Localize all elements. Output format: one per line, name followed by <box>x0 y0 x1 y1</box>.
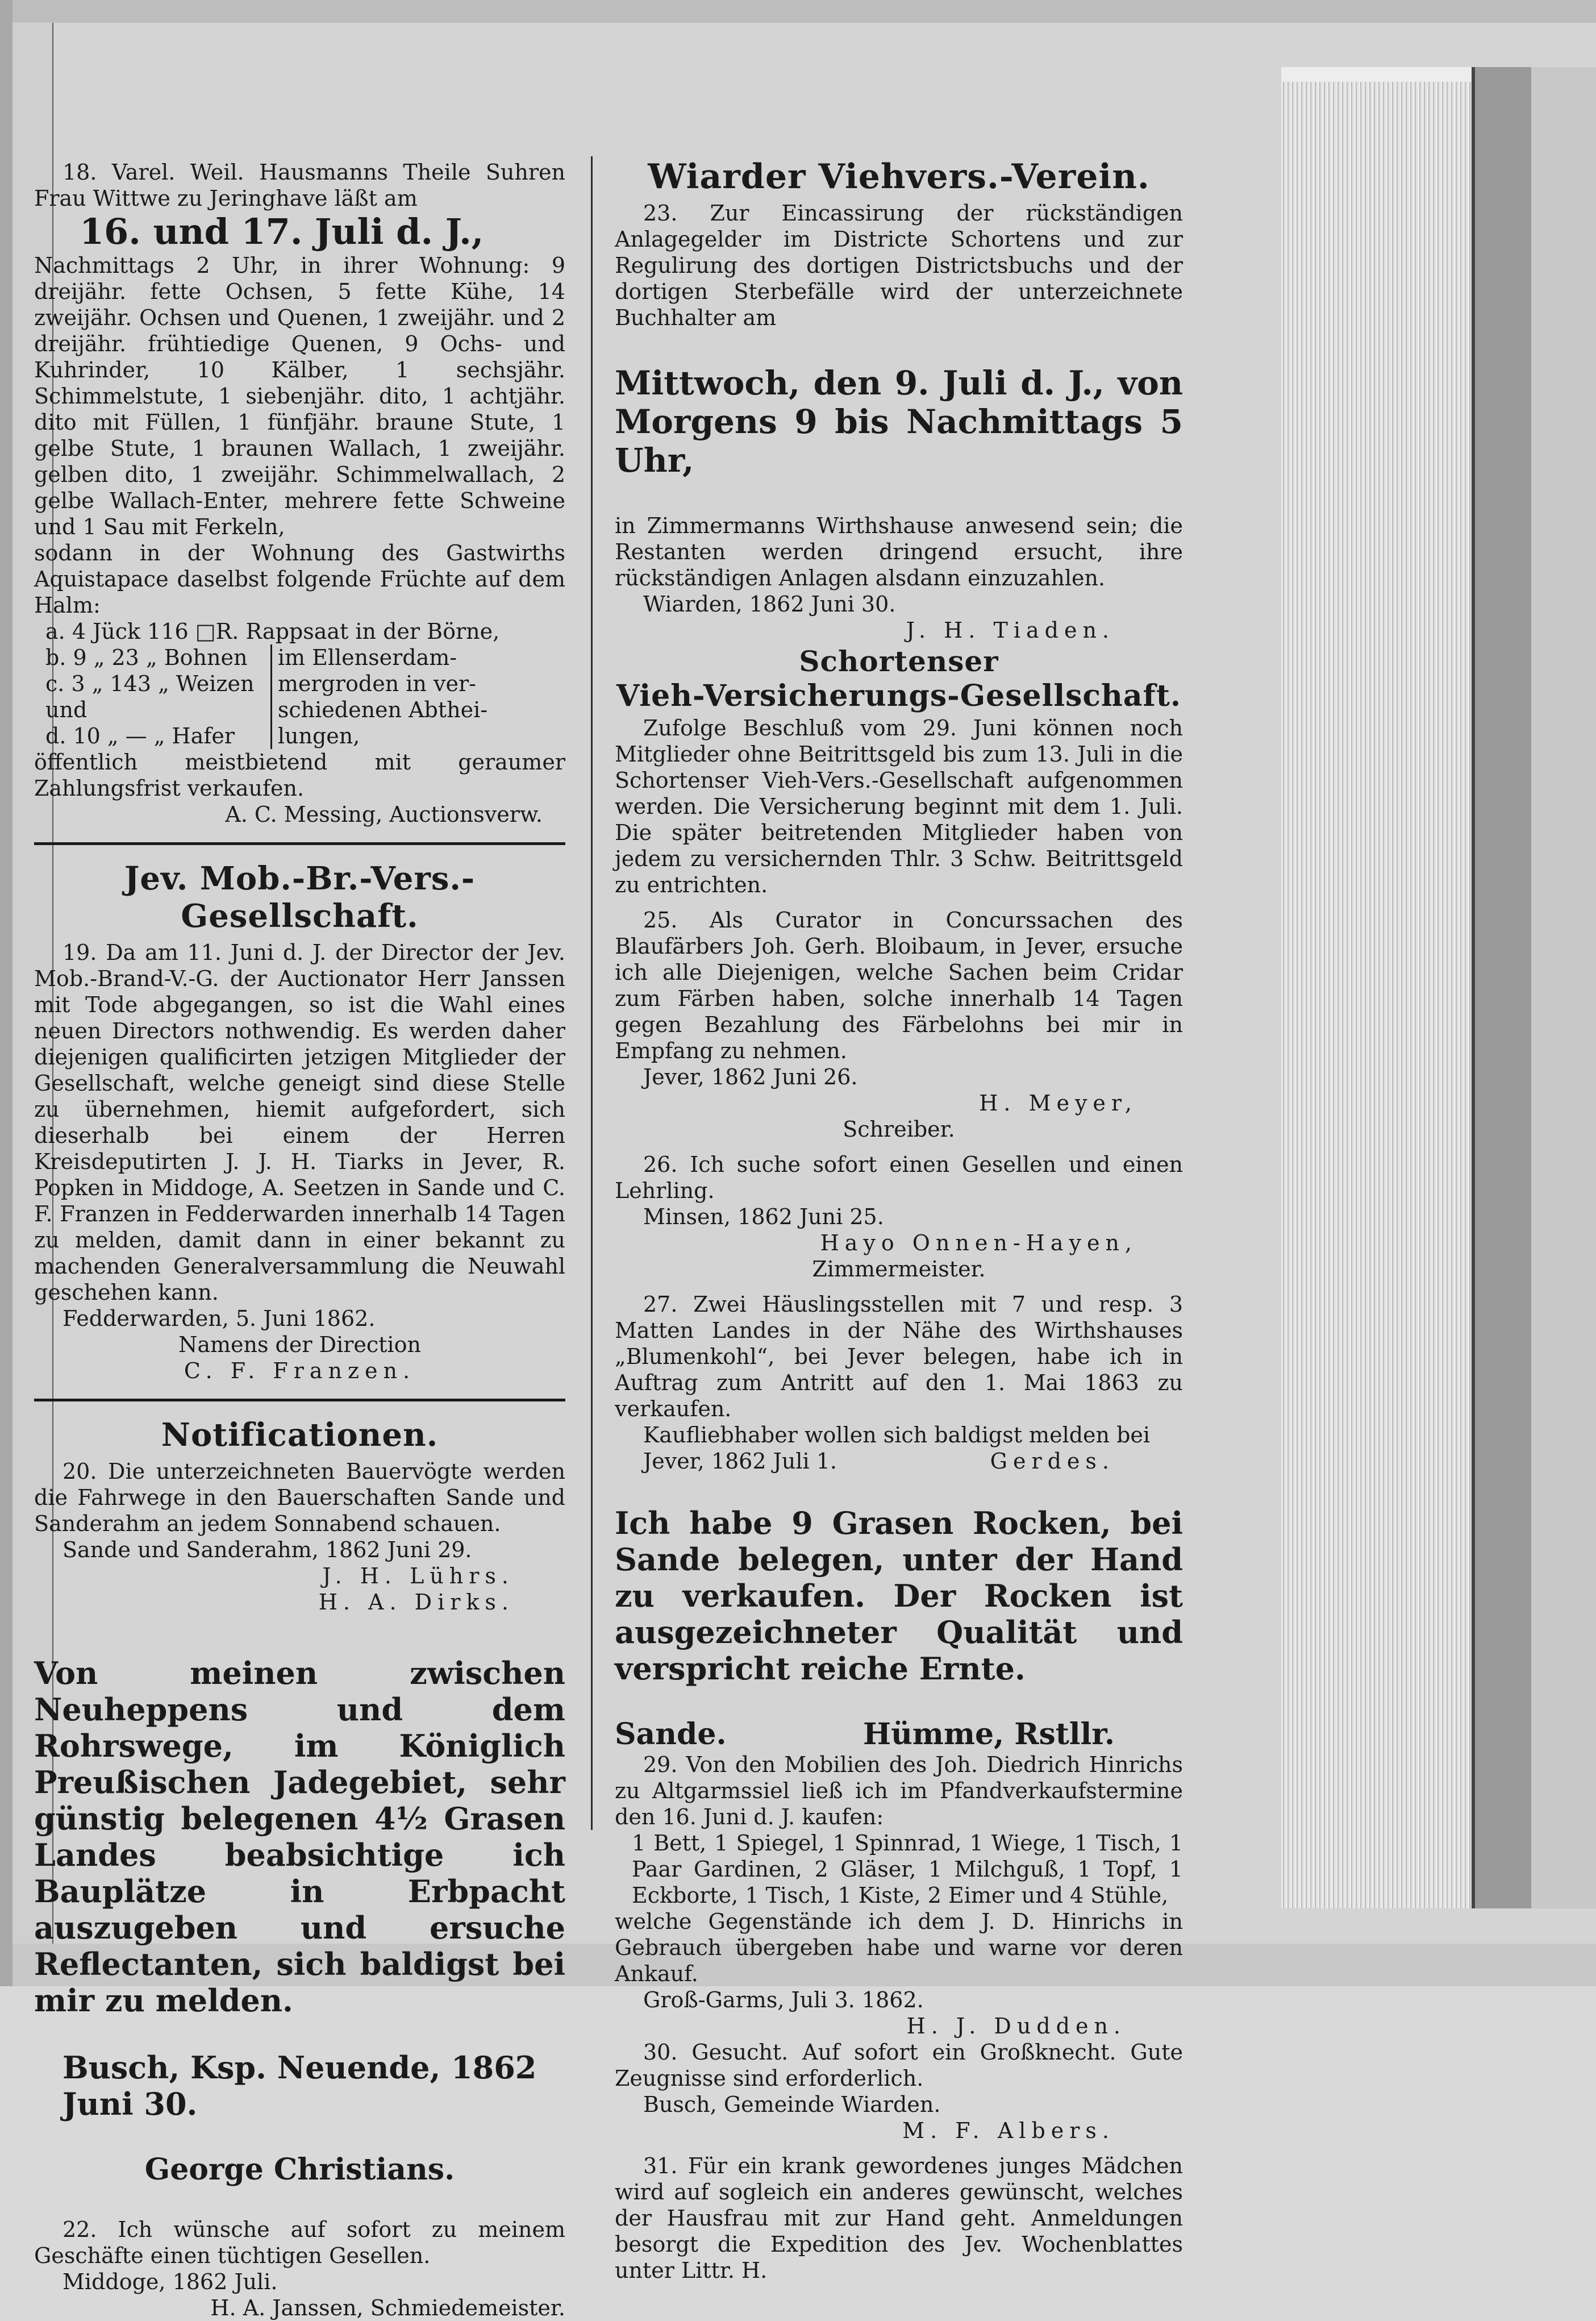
ad-18-intro: 18. Varel. Weil. Hausmanns Theile Suhren Frau Wittwe zu Jeringhave läßt am <box>34 160 565 211</box>
ad-27-body2: Kaufliebhaber wollen sich baldigst melden bei <box>643 1422 1151 1447</box>
book-spine <box>1472 67 1535 1908</box>
ad-20-heading: Notificationen. <box>161 1416 439 1454</box>
ad-25-body: 25. Als Curator in Concurssachen des Blaufärbers Joh. Gerh. Bloibaum, in Jever, ersuche ich alle Diejenigen, welche Sachen beim Cridar zum Färben haben, solche innerhalb 14 Tagen gegen Bezahlung des Färbelohns bei mir in Empfang zu nehmen. <box>615 908 1183 1063</box>
ad-18 <box>34 159 565 827</box>
table-cell: a. 4 Jück 116 □R. Rappsaat in der Börne, <box>45 619 500 644</box>
ad-25 <box>615 907 1183 1142</box>
ad-27-place: Jever, 1862 Juli 1. <box>643 1449 837 1474</box>
ad-28-signature: Hümme, Rstllr. <box>862 1717 1115 1752</box>
ad-22-signature: H. A. Janssen, Schmiedemeister. <box>210 2295 565 2320</box>
ad-27 <box>615 1291 1183 1474</box>
ad-28-place: Sande. <box>615 1717 727 1752</box>
ad-18-body: Nachmittags 2 Uhr, in ihrer Wohnung: 9 dreijähr. fette Ochsen, 5 fette Kühe, 14 zweijähr. Ochsen und Quenen, 1 zweijähr. und 2 dreijähr. frühtiedige Quenen, 9 Ochs- und Kuhrinder, 10 Kälber, 1 sechsjähr. Schimmelstute, 1 siebenjähr. dito, 1 achtjähr. dito mit Füllen, 1 fünfjähr. braune Stute, 1 gelbe Stute, 1 braunen Wallach, 1 zweijähr. gelben dito, 1 zweijähr. Schimmelwallach, 2 gelbe Wallach-Enter, mehrere fette Schweine und 1 Sau mit Ferkeln, <box>34 253 565 539</box>
ad-21-body: Von meinen zwischen Neuheppens und dem Rohrswege, im Königlich Preußischen Jadegebiet, sehr günstig belegenen 4½ Grasen Landes beabsichtige ich Bauplätze in Erbpacht auszugeben und ersuche Reflectanten, sich baldigst bei mir zu melden. <box>34 1655 565 2019</box>
ad-24-heading-line1: Schortenser <box>799 644 999 678</box>
book-spine-shadow <box>1531 67 1596 1908</box>
ad-26 <box>615 1151 1183 1282</box>
ad-20-sign-line1: J. H. Lührs. <box>322 1563 514 1588</box>
ad-31 <box>615 2153 1183 2283</box>
ad-20-sign-line2: H. A. Dirks. <box>318 1590 514 1615</box>
ad-29 <box>615 1752 1183 2039</box>
ad-28-footer <box>615 1717 1183 1752</box>
ad-23-body2: in Zimmermanns Wirthshause anwesend sein; die Restanten werden dringend ersucht, ihre rückständigen Anlagen alsdann einzuzahlen. <box>615 513 1183 590</box>
ad-28-body: Ich habe 9 Grasen Rocken, bei Sande belegen, unter der Hand zu verkaufen. Der Rocken ist ausgezeichneter Qualität und verspricht reiche Ernte. <box>615 1505 1183 1687</box>
column-divider <box>591 156 593 1830</box>
ad-21-place: Busch, Ksp. Neuende, 1862 Juni 30. <box>62 2049 537 2122</box>
table-cell: mergroden in ver- <box>271 671 504 697</box>
ad-30-place: Busch, Gemeinde Wiarden. <box>643 2092 941 2117</box>
scan-border-top <box>0 0 1596 23</box>
ad-23-place: Wiarden, 1862 Juni 30. <box>643 592 896 617</box>
ad-20-body: 20. Die unterzeichneten Bauervögte werden die Fahrwege in den Bauerschaften Sande und Sanderahm an jedem Sonnabend schauen. <box>34 1459 565 1536</box>
ad-23-heading: Wiarder Viehvers.-Verein. <box>648 157 1150 197</box>
table-row <box>45 618 504 644</box>
ad-27-body: 27. Zwei Häuslingsstellen mit 7 und resp. 3 Matten Landes in der Nähe des Wirthshauses „Blumenkohl“, bei Jever belegen, habe ich in Auftrag zum Antritt auf den 1. Mai 1863 zu verkaufen. <box>615 1292 1183 1421</box>
table-row <box>45 697 504 723</box>
table-cell: c. 3 „ 143 „ Weizen <box>45 671 255 696</box>
ad-26-body: 26. Ich suche sofort einen Gesellen und einen Lehrling. <box>615 1152 1183 1203</box>
ad-22-place: Middoge, 1862 Juli. <box>62 2269 278 2294</box>
table-row <box>45 671 504 697</box>
table-cell: schiedenen Abthei- <box>271 697 504 723</box>
ad-18-signature: A. C. Messing, Auctionsverw. <box>225 802 543 827</box>
ad-18-body2: sodann in der Wohnung des Gastwirths Aquistapace daselbst folgende Früchte auf dem Halm: <box>34 540 565 618</box>
ad-30-body: 30. Gesucht. Auf sofort ein Großknecht. Gute Zeugnisse sind erforderlich. <box>615 2040 1183 2091</box>
ad-23-date: Mittwoch, den 9. Juli d. J., von Morgens 9 bis Nachmittags 5 Uhr, <box>615 364 1183 480</box>
ad-25-sign-line2: Schreiber. <box>843 1117 955 1142</box>
ad-26-sign-line1: Hayo Onnen-Hayen, <box>820 1230 1137 1255</box>
section-rule <box>34 842 565 845</box>
ad-18-date: 16. und 17. Juli d. J., <box>80 211 484 252</box>
ad-22 <box>34 2216 565 2321</box>
ad-19-sign-line1: Namens der Direction <box>178 1332 421 1357</box>
ad-24-heading-line2: Vieh-Versicherungs-Gesellschaft. <box>616 679 1182 713</box>
table-cell: im Ellenserdam- <box>271 644 504 671</box>
ad-21-signature: George Christians. <box>144 2152 455 2187</box>
ad-29-place: Groß-Garms, Juli 3. 1862. <box>643 1987 924 2012</box>
ad-24 <box>615 646 1183 898</box>
table-row <box>45 723 504 749</box>
ad-30-signature: M. F. Albers. <box>902 2118 1115 2143</box>
book-page-block-top <box>1281 67 1472 82</box>
ad-26-sign-line2: Zimmermeister. <box>812 1257 986 1282</box>
table-row <box>45 644 504 671</box>
section-rule <box>34 1399 565 1401</box>
table-cell: b. 9 „ 23 „ Bohnen <box>45 645 248 670</box>
ad-19-body: 19. Da am 11. Juni d. J. der Director der Jev. Mob.-Brand-V.-G. der Auctionator Herr Janssen mit Tode abgegangen, so ist die Wahl eines neuen Directors nothwendig. Es werden daher diejenigen qualificirten jetzigen Mitglieder der Gesellschaft, welche geneigt sind diese Stelle zu übernehmen, hiemit aufgefordert, sich dieserhalb bei einem der Herren Kreisdeputirten J. J. H. Tiarks in Jever, R. Popken in Middoge, A. Seetzen in Sande und C. F. Franzen in Fedderwarden innerhalb 14 Tagen zu melden, damit dann in einer bekannt zu machenden Generalversammlung die Neuwahl geschehen kann. <box>34 940 565 1305</box>
ad-29-signature: H. J. Dudden. <box>906 2014 1126 2039</box>
ad-29-body: 29. Von den Mobilien des Joh. Diedrich Hinrichs zu Altgarmssiel ließ ich im Pfandverkaufstermine den 16. Juni d. J. kaufen: <box>615 1752 1183 1829</box>
ad-28 <box>615 1505 1183 1752</box>
ad-24-body: Zufolge Beschluß vom 29. Juni können noch Mitglieder ohne Beitrittsgeld bis zum 13. Juli in die Schortenser Vieh-Vers.-Gesellschaft aufgenommen werden. Die Versicherung beginnt mit dem 1. Juli. Die später beitretenden Mitglieder haben von jedem zu versichernden Thlr. 3 Schw. Beitrittsgeld zu entrichten. <box>615 716 1183 897</box>
ad-30 <box>615 2039 1183 2144</box>
book-page-block <box>1281 67 1472 1908</box>
ad-25-sign-line1: H. Meyer, <box>979 1091 1137 1116</box>
ad-19 <box>34 860 565 1384</box>
ad-29-body2: welche Gegenstände ich dem J. D. Hinrichs in Gebrauch übergeben habe und warne vor deren Ankauf. <box>615 1909 1183 1986</box>
ad-20 <box>34 1416 565 1615</box>
table-cell: d. 10 „ — „ Hafer <box>45 723 235 748</box>
left-column <box>34 159 565 2321</box>
ad-29-list: 1 Bett, 1 Spiegel, 1 Spinnrad, 1 Wiege, 1 Tisch, 1 Paar Gardinen, 2 Gläser, 1 Milchguß, 1 Topf, 1 Eckborte, 1 Tisch, 1 Kiste, 2 Eimer und 4 Stühle, <box>632 1831 1183 1908</box>
ad-18-body3: öffentlich meistbietend mit geraumer Zahlungsfrist verkaufen. <box>34 750 565 801</box>
right-column <box>615 153 1183 2283</box>
ad-21 <box>34 1655 565 2187</box>
ad-19-place: Fedderwarden, 5. Juni 1862. <box>62 1306 376 1331</box>
ad-23-body: 23. Zur Eincassirung der rückständigen Anlagegelder im Districte Schortens und zur Regulirung des dortigen Districtsbuchs und der dortigen Sterbefälle wird der unterzeichnete Buchhalter am <box>615 201 1183 330</box>
ad-27-signature: Gerdes. <box>990 1449 1115 1474</box>
ad-26-place: Minsen, 1862 Juni 25. <box>643 1204 884 1229</box>
ad-25-place: Jever, 1862 Juni 26. <box>643 1064 858 1089</box>
ad-19-heading: Jev. Mob.-Br.-Vers.-Gesellschaft. <box>124 860 476 935</box>
ad-22-body: 22. Ich wünsche auf sofort zu meinem Geschäfte einen tüchtigen Gesellen. <box>34 2217 565 2268</box>
ad-19-sign-line2: C. F. Franzen. <box>184 1358 416 1383</box>
ad-20-place: Sande und Sanderahm, 1862 Juni 29. <box>62 1537 472 1562</box>
table-cell: und <box>45 697 87 722</box>
table-cell: lungen, <box>271 723 504 749</box>
scan-border-left <box>0 0 12 1986</box>
ad-31-body: 31. Für ein krank gewordenes junges Mädchen wird auf sogleich ein anderes gewünscht, welches der Hausfrau mit zur Hand geht. Anmeldungen besorgt die Expedition des Jev. Wochenblattes unter Littr. H. <box>615 2153 1183 2283</box>
ad-18-crop-table <box>45 618 504 749</box>
ad-23-signature: J. H. Tiaden. <box>906 618 1115 643</box>
ad-23 <box>615 158 1183 643</box>
